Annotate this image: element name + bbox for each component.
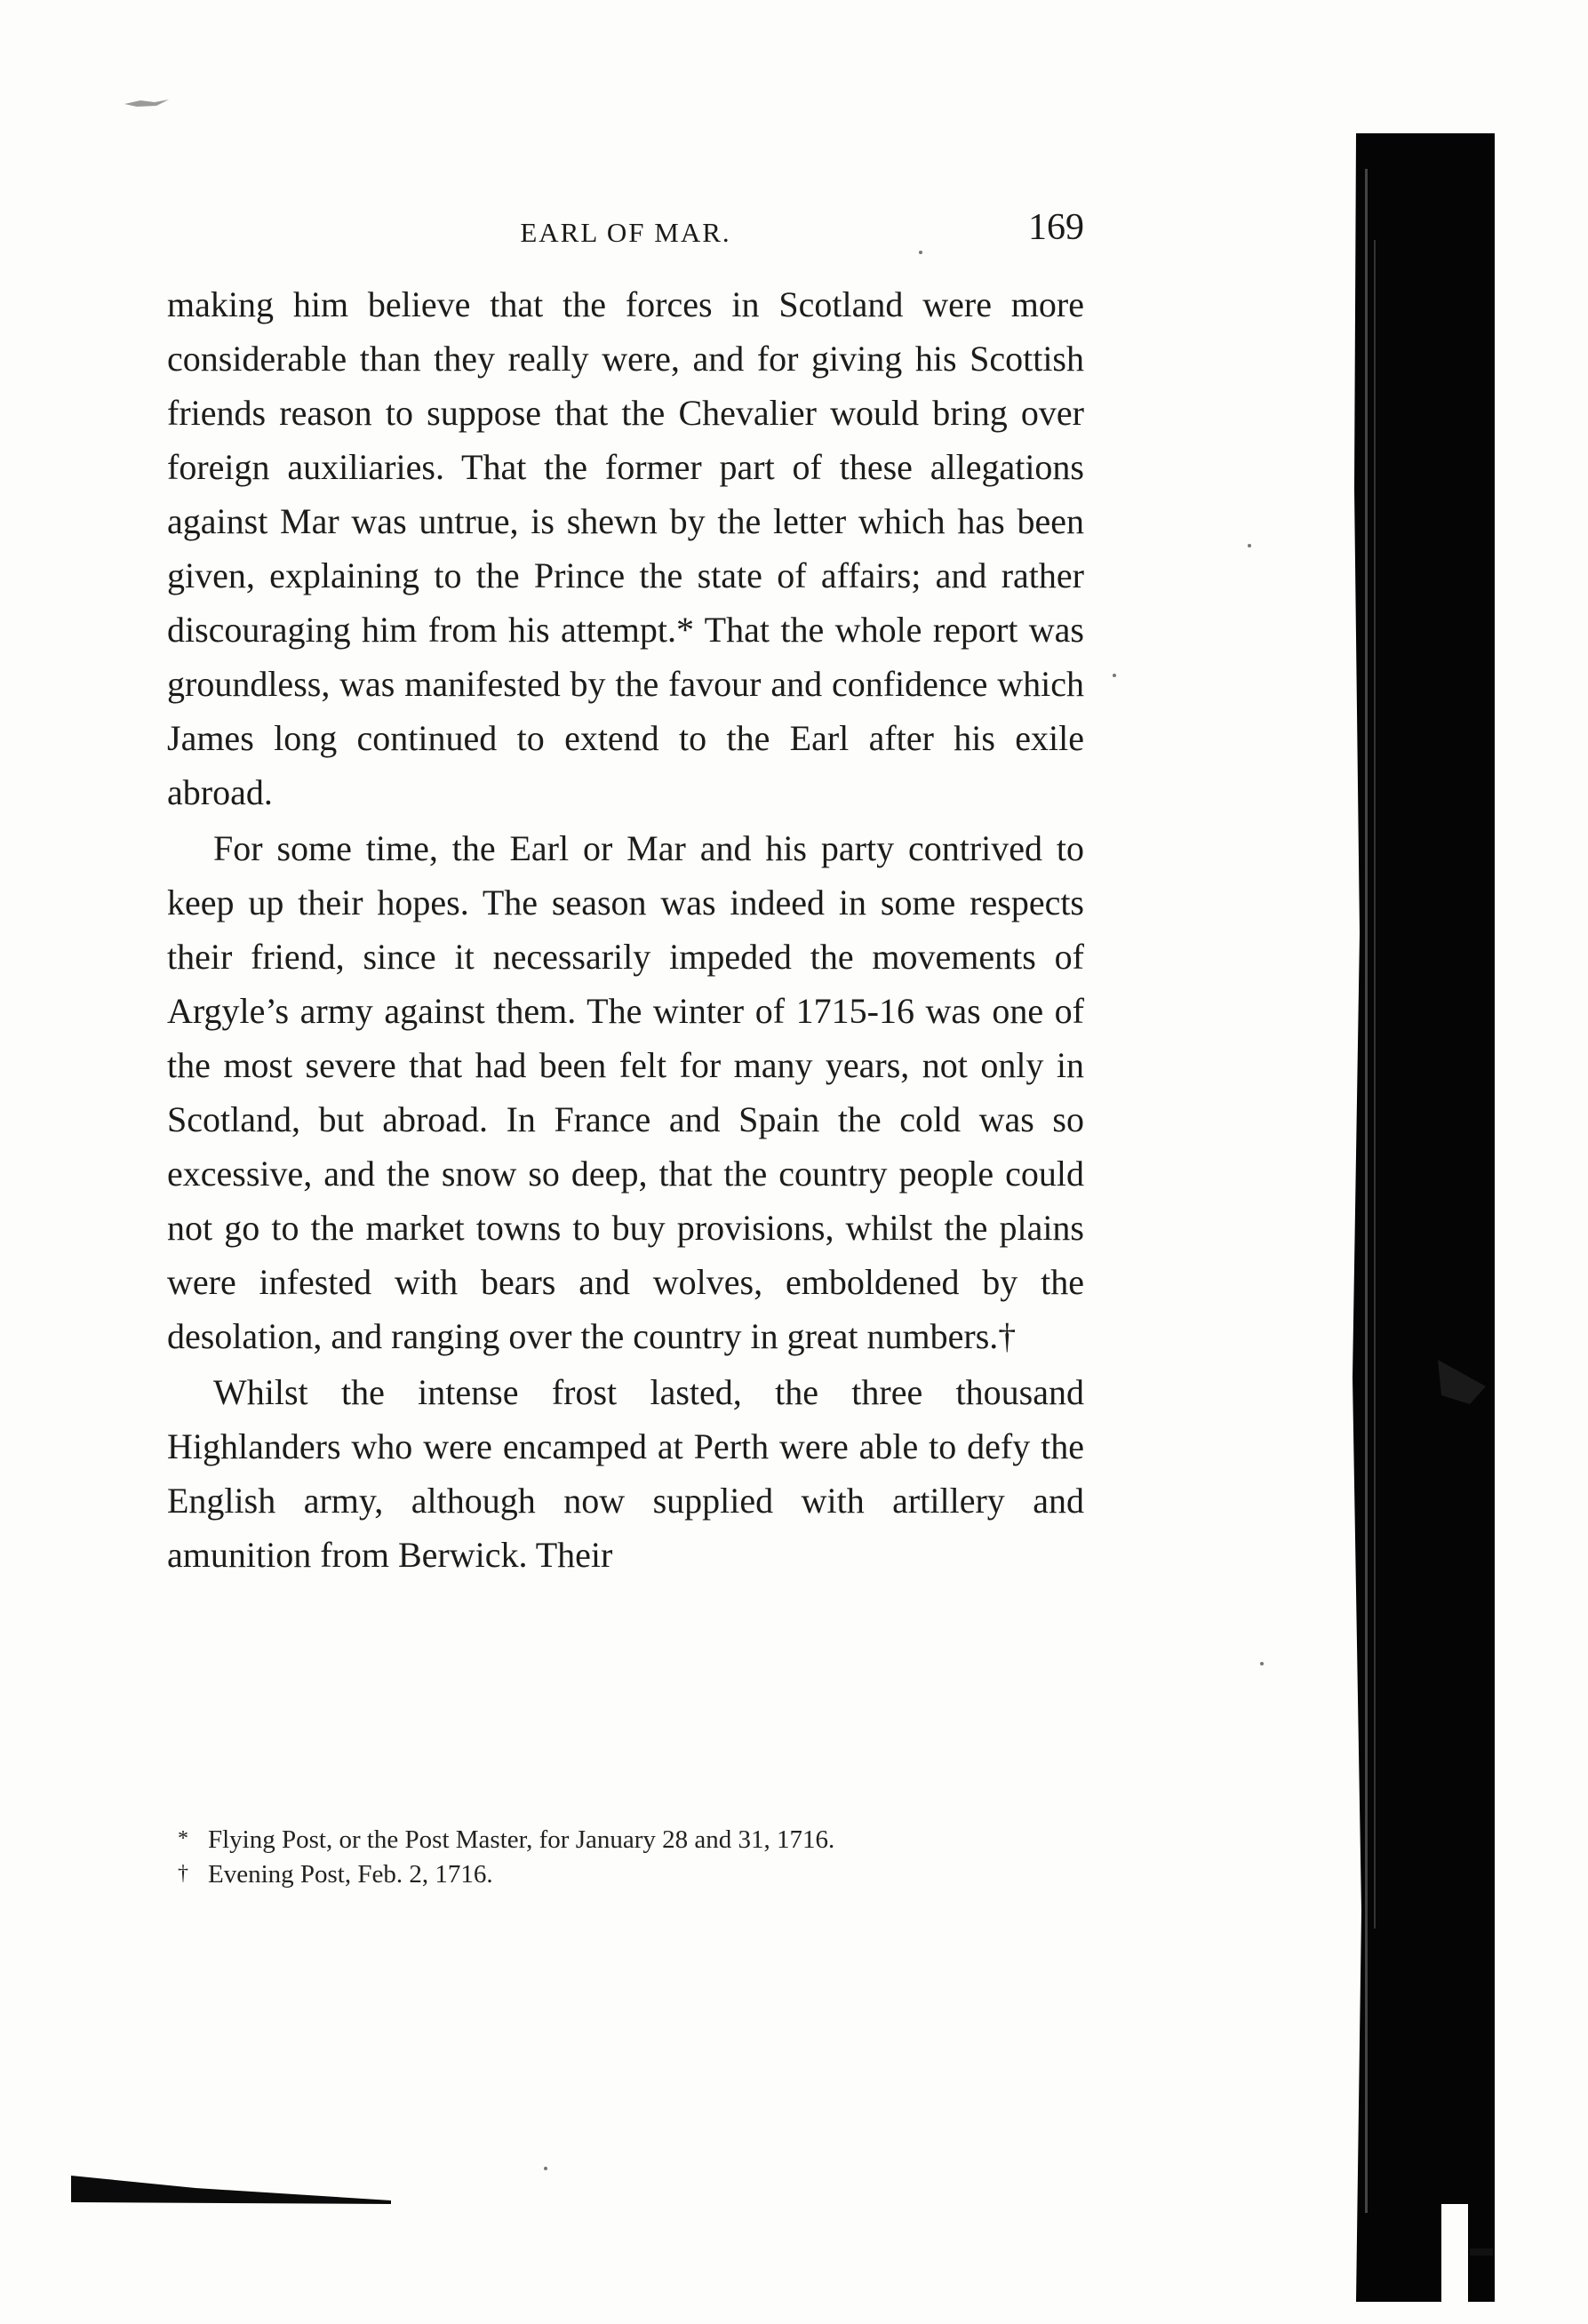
- running-head: [167, 206, 1084, 256]
- footnote-2: [178, 1857, 1031, 1891]
- footnote-text: Flying Post, or the Post Master, for January 28 and 31, 1716.: [208, 1825, 835, 1854]
- footnote-mark: †: [178, 1862, 188, 1885]
- footnote-1: [178, 1822, 1031, 1857]
- scan-speck: [1248, 544, 1251, 547]
- scan-speck: [1260, 1662, 1264, 1665]
- scan-speck: [919, 251, 922, 254]
- footnote-text: Evening Post, Feb. 2, 1716.: [208, 1860, 493, 1889]
- footnote-mark: *: [178, 1827, 188, 1850]
- body-text: [167, 277, 1084, 1582]
- scan-speck: [1113, 674, 1116, 677]
- scan-speck: [544, 2167, 547, 2170]
- scan-smudge: [124, 96, 169, 108]
- footnotes: [178, 1822, 1031, 1891]
- paragraph-3: Whilst the intense frost lasted, the three thousand Highlanders who were encamped at Perth were able to defy the English army, although now supplied with artillery and amunition from Berwick. Their: [167, 1372, 1084, 1575]
- scan-wedge: [71, 2176, 391, 2206]
- running-title: EARL OF MAR.: [520, 217, 731, 248]
- page-number: 169: [1028, 207, 1084, 248]
- paragraph-1: making him believe that the forces in Scotland were more considerable than they really were, and for giving his Scottish friends reason to suppose that the Chevalier would bring over foreign auxiliaries. That the former part of these allegations against Mar was untrue, is shewn by the letter which has been given, explaining to the Prince the state of affairs; and rather discouraging him from his attempt.* That the whole report was groundless, was manifested by the favour and confidence which James long continued to extend to the Earl after his exile abroad.: [167, 284, 1084, 812]
- scan-shadow-edge: [1353, 133, 1495, 2302]
- paragraph-2: For some time, the Earl or Mar and his party contrived to keep up their hopes. The season was indeed in some respects their friend, since it necessarily impeded the movements of Argyle’s army against them. The winter of 1715-16 was one of the most severe that had been felt for many years, not only in Scotland, but abroad. In France and Spain the cold was so excessive, and the snow so deep, that the country people could not go to the market towns to buy provisions, whilst the plains were infested with bears and wolves, emboldened by the desolation, and ranging over the country in great numbers.†: [167, 828, 1084, 1356]
